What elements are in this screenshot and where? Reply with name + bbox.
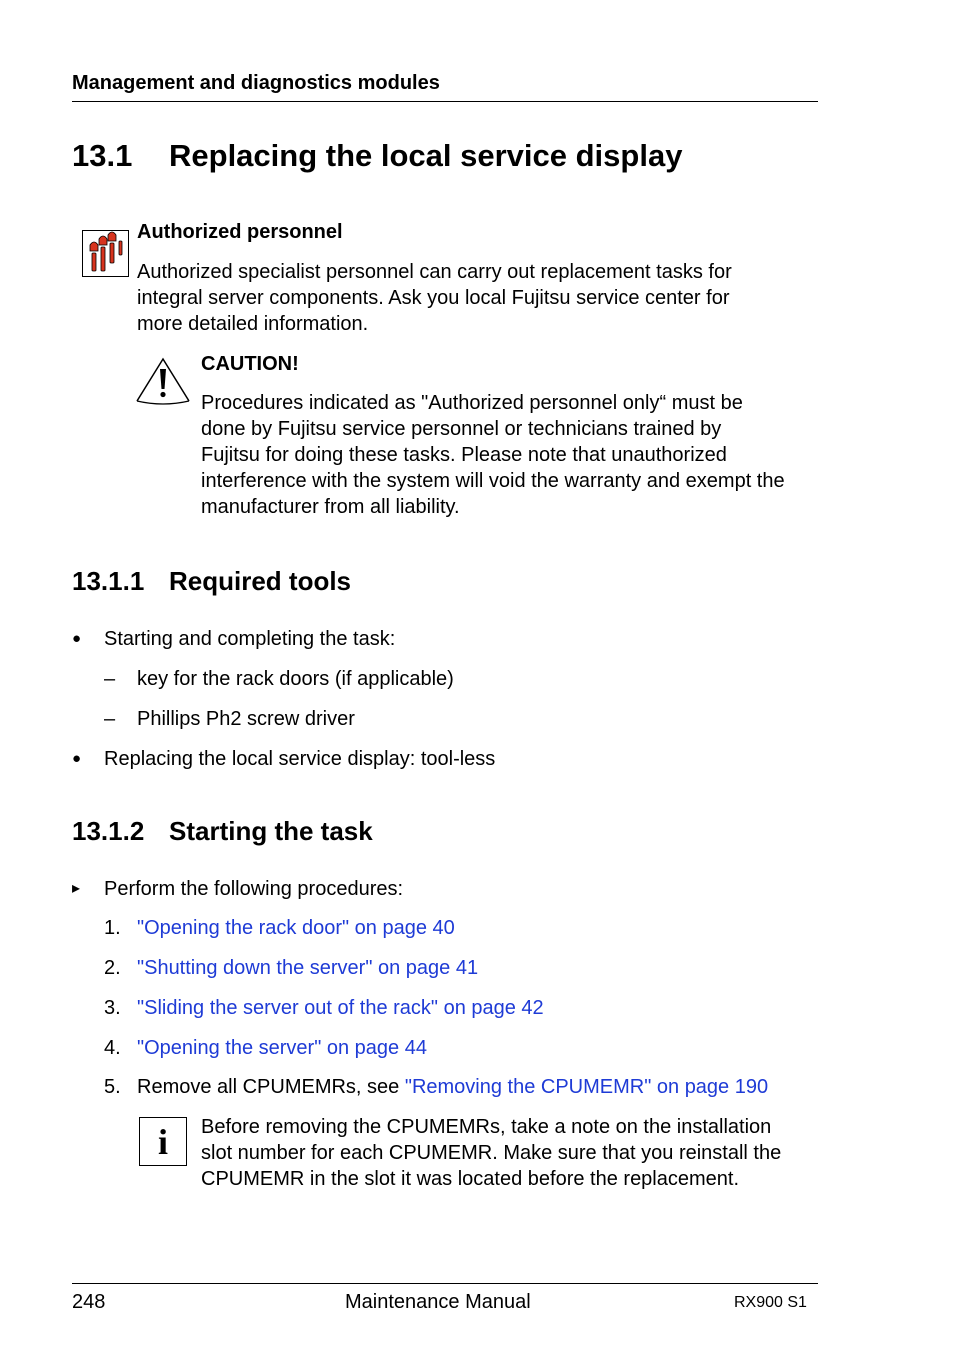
subsection-number: 13.1.2 (72, 816, 145, 846)
step-link-remove-cpumemr[interactable]: "Removing the CPUMEMR" on page 190 (404, 1076, 769, 1098)
warning-triangle-icon (135, 355, 191, 405)
product-name: RX900 S1 (734, 1294, 807, 1311)
step-5-text: Remove all CPUMEMRs, see (137, 1076, 405, 1098)
note-line-3: CPUMEMR in the slot it was located before the replacement. (201, 1168, 740, 1190)
tools-icon (82, 230, 129, 277)
subsection-title-text: Required tools (169, 566, 352, 596)
caution-line-1: Procedures indicated as "Authorized personnel only“ must be (201, 392, 743, 414)
dash-icon: – (104, 668, 116, 690)
section-title (72, 138, 682, 174)
authorized-line-1: Authorized specialist personnel can carry out replacement tasks for (137, 261, 732, 283)
page-number: 248 (72, 1291, 106, 1313)
info-icon: i (139, 1117, 187, 1166)
tools-bullet-2: Replacing the local service display: tool-less (104, 748, 496, 770)
bullet-icon: ● (72, 750, 82, 767)
authorized-line-2: integral server components. Ask you local Fujitsu service center for (137, 287, 730, 309)
step-number: 5. (104, 1076, 121, 1098)
step-link-slide-server-out[interactable]: "Sliding the server out of the rack" on page 42 (137, 997, 544, 1019)
step-number: 2. (104, 957, 121, 979)
subsection-title-text: Starting the task (169, 816, 373, 846)
step-number: 4. (104, 1037, 121, 1059)
step-link-open-rack-door[interactable]: "Opening the rack door" on page 40 (137, 917, 455, 939)
step-link-open-server[interactable]: "Opening the server" on page 44 (137, 1037, 427, 1059)
caution-line-5: manufacturer from all liability. (201, 496, 460, 518)
step-number: 1. (104, 917, 121, 939)
manual-title: Maintenance Manual (345, 1291, 531, 1313)
section-number: 13.1 (72, 138, 133, 173)
subsection-title-tools (72, 566, 351, 597)
footer-rule (72, 1283, 818, 1284)
subsection-title-start (72, 816, 373, 847)
tools-dash-2: Phillips Ph2 screw driver (137, 708, 355, 730)
subsection-number: 13.1.1 (72, 566, 145, 596)
note-line-2: slot number for each CPUMEMR. Make sure that you reinstall the (201, 1142, 782, 1164)
authorized-heading: Authorized personnel (137, 221, 343, 243)
caution-line-4: interference with the system will void the warranty and exempt the (201, 470, 785, 492)
step-5 (137, 1074, 768, 1100)
caution-line-3: Fujitsu for doing these tasks. Please note that unauthorized (201, 444, 727, 466)
running-header: Management and diagnostics modules (72, 72, 440, 94)
tools-bullet-1: Starting and completing the task: (104, 628, 396, 650)
start-intro: Perform the following procedures: (104, 878, 404, 900)
authorized-line-3: more detailed information. (137, 313, 369, 335)
tools-dash-1: key for the rack doors (if applicable) (137, 668, 454, 690)
header-rule (72, 101, 818, 102)
section-title-text: Replacing the local service display (169, 138, 683, 173)
caution-heading: CAUTION! (201, 353, 299, 375)
dash-icon: – (104, 708, 116, 730)
step-number: 3. (104, 997, 121, 1019)
bullet-icon: ● (72, 630, 82, 647)
note-line-1: Before removing the CPUMEMRs, take a note on the installation (201, 1116, 772, 1138)
caution-line-2: done by Fujitsu service personnel or technicians trained by (201, 418, 722, 440)
step-link-shut-down-server[interactable]: "Shutting down the server" on page 41 (137, 957, 479, 979)
arrow-icon: ▸ (72, 880, 81, 897)
